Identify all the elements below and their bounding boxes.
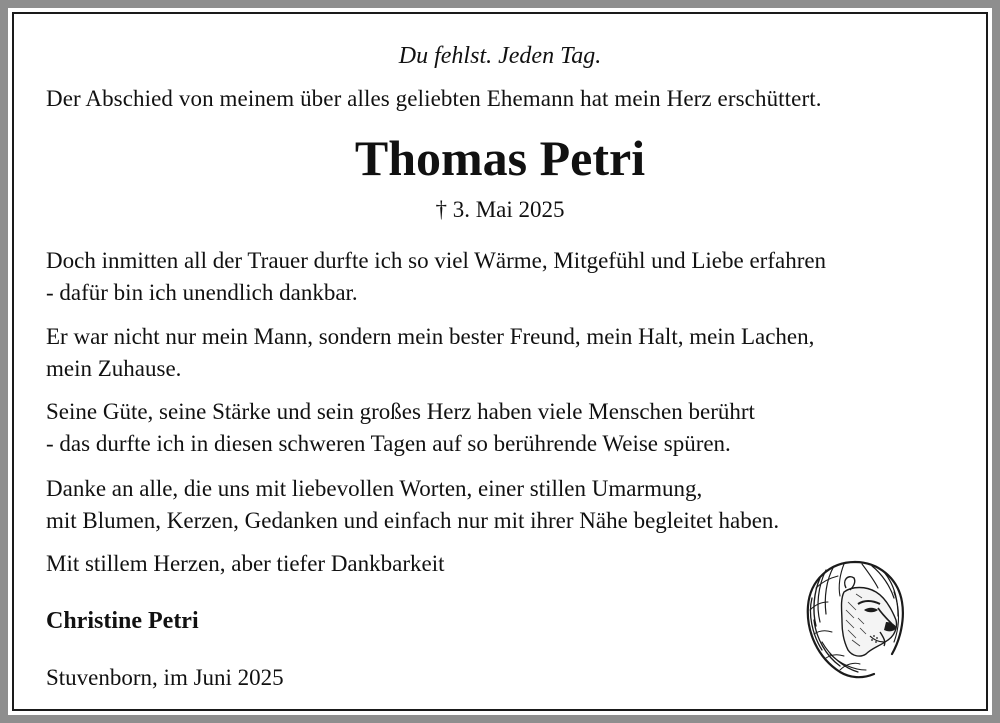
- motto: Du fehlst. Jeden Tag.: [398, 43, 602, 69]
- paragraph-2: [46, 321, 814, 385]
- paragraph-line: mit Blumen, Kerzen, Gedanken und einfach nur mit ihrer Nähe begleitet haben.: [46, 508, 780, 533]
- death-date: † 3. Mai 2025: [435, 197, 565, 222]
- paragraph-3: [46, 396, 755, 460]
- place-date: Stuvenborn, im Juni 2025: [46, 665, 284, 690]
- deceased-name: Thomas Petri: [354, 130, 646, 186]
- lion-head-icon: [800, 558, 910, 680]
- paragraph-line: Doch inmitten all der Trauer durfte ich so viel Wärme, Mitgefühl und Liebe erfahren: [46, 248, 827, 273]
- paragraph-line: - das durfte ich in diesen schweren Tagen auf so berührende Weise spüren.: [46, 431, 731, 456]
- paragraph-line: Danke an alle, die uns mit liebevollen Worten, einer stillen Umarmung,: [46, 476, 703, 501]
- paragraph-line: Er war nicht nur mein Mann, sondern mein bester Freund, mein Halt, mein Lachen,: [46, 324, 815, 349]
- closing-text: Mit stillem Herzen, aber tiefer Dankbarkeit: [46, 551, 445, 576]
- paragraph-4: [46, 473, 779, 537]
- signer-name: Christine Petri: [46, 608, 199, 634]
- paragraph-line: - dafür bin ich unendlich dankbar.: [46, 280, 358, 305]
- paragraph-line: mein Zuhause.: [46, 356, 182, 381]
- paragraph-1: [46, 245, 826, 309]
- paragraph-line: Seine Güte, seine Stärke und sein großes Herz haben viele Menschen berührt: [46, 399, 755, 424]
- intro-text: Der Abschied von meinem über alles geliebten Ehemann hat mein Herz erschüttert.: [46, 86, 822, 111]
